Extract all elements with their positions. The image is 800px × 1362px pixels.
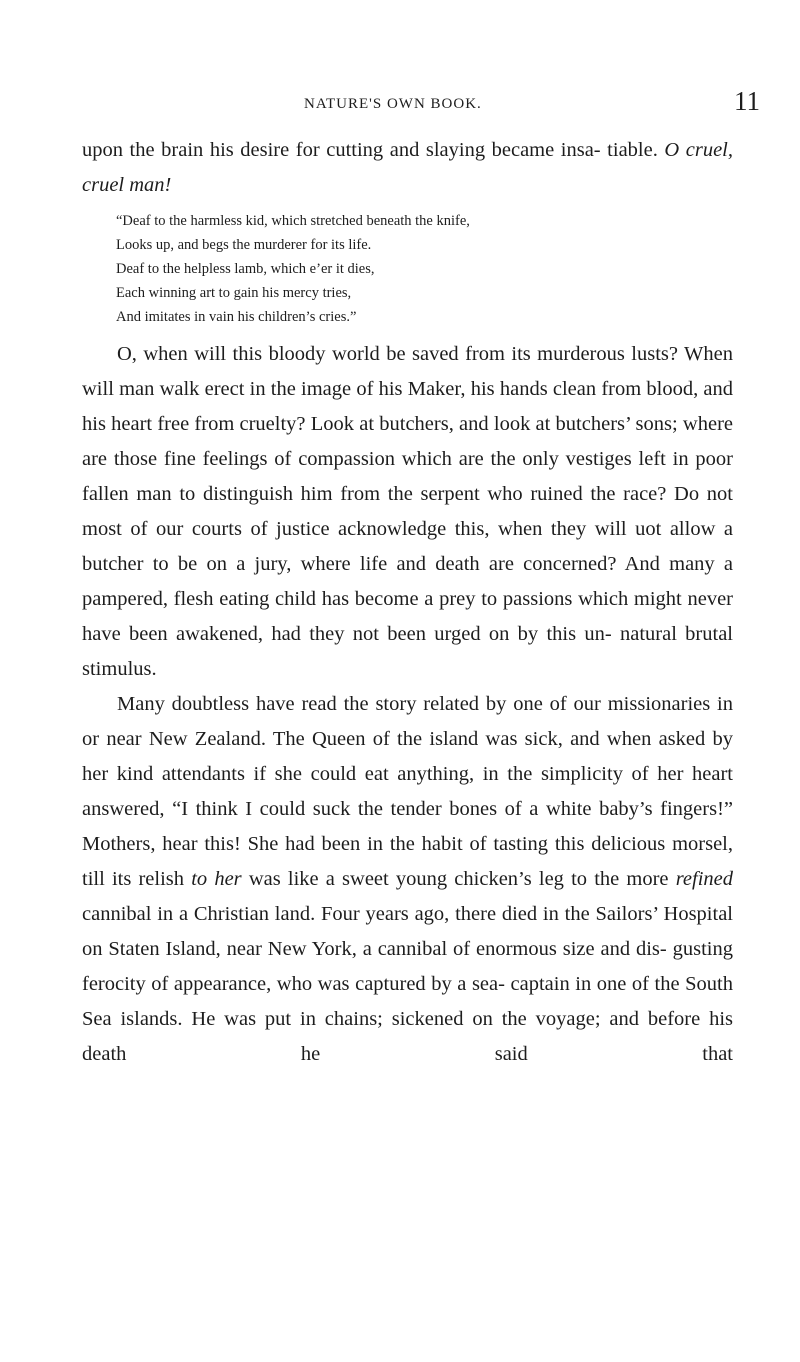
poem-line: And imitates in vain his children’s cries.” <box>116 309 357 325</box>
emphasis-to-her: to her <box>191 868 242 890</box>
page-number: 11 <box>734 86 760 116</box>
poem-line: Deaf to the helpless lamb, which e’er it dies, <box>116 261 375 277</box>
paragraph-murderous-lusts: O, when will this bloody world be saved from its murderous lusts? When will man walk erect in the image of his Maker, his hands clean from blood, and his heart free from cruelty? Look at butchers, and look at butchers’ sons; where are those fine feelings of compassion which are the only vestiges left in poor fallen man to distinguish him from the serpent who ruined the race? Do not most of our courts of justice acknowledge this, when they will uot allow a butcher to be on a jury, where life and death are concerned? And many a pampered, flesh eating child has become a prey to passions which might never have been awakened, had they not been urged on by this un- natural brutal stimulus. <box>82 343 733 680</box>
opening-paragraph <box>82 133 733 203</box>
paragraph-text: was like a sweet young chicken’s leg to the more <box>248 868 669 890</box>
paragraph-text: cannibal in a Christian land. Four years ago, there died in the Sailors’ Hospital on Staten Island, near New York, a cannibal of enormous size and dis- gusting ferocity of appearance, who was captured by a sea- captain in one of the South Sea islands. He was put in chains; sickened on the voyage; and before his death he said that <box>82 903 733 1065</box>
poem-line: Looks up, and begs the murderer for its life. <box>116 237 372 253</box>
emphasis-refined: refined <box>675 868 734 890</box>
poem-quote <box>82 209 733 329</box>
poem-line: Each winning art to gain his mercy tries, <box>116 285 352 301</box>
exclamation: O cruel, cruel man! <box>82 139 734 196</box>
running-title: NATURE'S OWN BOOK. <box>304 96 482 112</box>
poem-line: “Deaf to the harmless kid, which stretched beneath the knife, <box>116 213 470 229</box>
page-header <box>0 86 800 126</box>
body-text <box>82 133 733 1072</box>
paragraph-new-zealand <box>82 687 733 1072</box>
opening-text: upon the brain his desire for cutting and slaying became insa- tiable. <box>82 139 658 161</box>
paragraph-text: Many doubtless have read the story related by one of our missionaries in or near New Zealand. The Queen of the island was sick, and when asked by her kind attendants if she could eat anything, in the simplicity of her heart answered, “I think I could suck the tender bones of a white baby’s fingers!” Mothers, hear this! She had been in the habit of tasting this delicious morsel, till its relish <box>82 693 733 890</box>
